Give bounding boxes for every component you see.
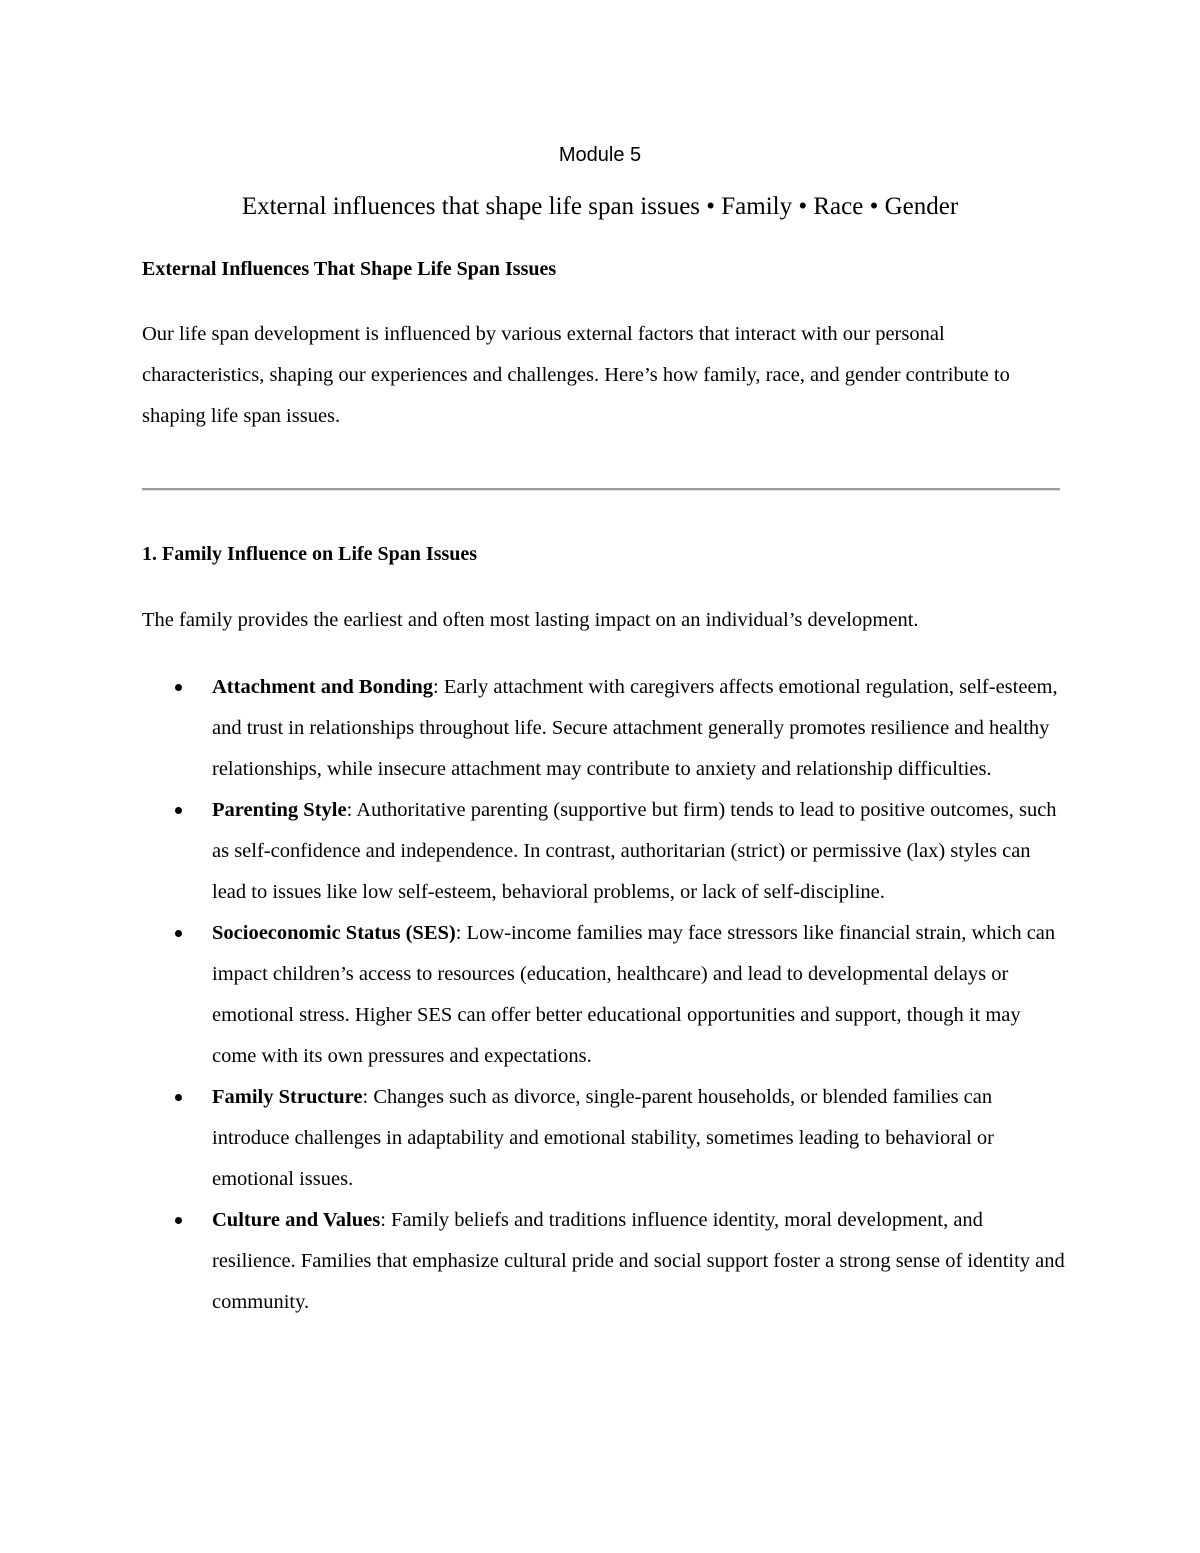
list-item (142, 1077, 1067, 1200)
list-item (142, 667, 1067, 790)
bullet-icon (175, 1217, 182, 1224)
list-item (142, 913, 1067, 1077)
list-item-text: : Early attachment with caregivers affects emotional regulation, self-esteem, and trust in relationships throughout life. Secure attachment generally promotes resilience and healthy relationships, while insecure attachment may contribute to anxiety and relationship difficulties. (212, 676, 1058, 780)
list-item-term: Family Structure (212, 1086, 363, 1108)
list-item (142, 790, 1067, 913)
module-label: Module 5 (558, 144, 642, 166)
family-factors-list (142, 667, 1067, 1323)
intro-heading: External Influences That Shape Life Span Issues (142, 258, 557, 280)
horizontal-divider (142, 488, 1060, 491)
list-item-term: Attachment and Bonding (212, 676, 433, 698)
list-item-term: Socioeconomic Status (SES) (212, 922, 456, 944)
list-item-term: Culture and Values (212, 1209, 381, 1231)
list-item-text: : Low-income families may face stressors like financial strain, which can impact children’s access to resources (education, healthcare) and lead to developmental delays or emotional stress. Higher SES can offer better educational opportunities and support, though it may come with its own pressures and expectations. (212, 922, 1056, 1067)
bullet-icon (175, 1094, 182, 1101)
family-section-paragraph: The family provides the earliest and often most lasting impact on an individual’s development. (142, 609, 919, 631)
bullet-icon (175, 807, 182, 814)
bullet-icon (175, 684, 182, 691)
list-item-term: Parenting Style (212, 799, 347, 821)
list-item-text: : Authoritative parenting (supportive but firm) tends to lead to positive outcomes, such as self-confidence and independence. In contrast, authoritarian (strict) or permissive (lax) styles can lead to issues like low self-esteem, behavioral problems, or lack of self-discipline. (212, 799, 1057, 903)
list-item-text: : Changes such as divorce, single-parent households, or blended families can introduce challenges in adaptability and emotional stability, sometimes leading to behavioral or emotional issues. (212, 1086, 995, 1190)
document-title: External influences that shape life span issues • Family • Race • Gender (241, 193, 959, 220)
family-section-heading: 1. Family Influence on Life Span Issues (142, 543, 478, 565)
intro-paragraph: Our life span development is influenced by various external factors that interact with our personal characteristics, shaping our experiences and challenges. Here’s how family, race, and gender contribute to shaping life span issues. (142, 323, 1010, 427)
list-item-text: : Family beliefs and traditions influence identity, moral development, and resilience. Families that emphasize cultural pride and social support foster a strong sense of identity and community. (212, 1209, 1065, 1313)
bullet-icon (175, 930, 182, 937)
list-item (142, 1200, 1067, 1323)
